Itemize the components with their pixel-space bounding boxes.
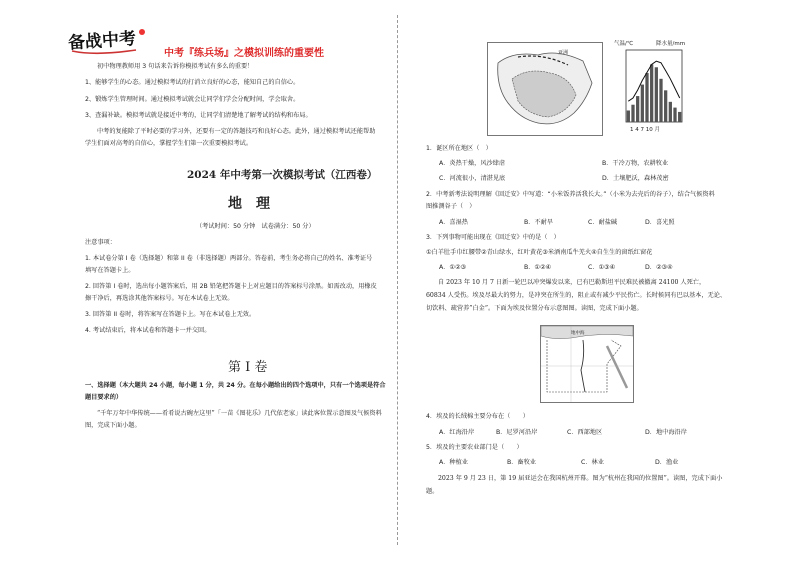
egypt-intro-3: 切饮料、疏营养”白金”。下面为埃及位置分布示意图图。读图，完成下面小题。 xyxy=(426,305,643,312)
quote-text-2: 图，完成下面小题。 xyxy=(85,422,141,429)
precip-bar xyxy=(631,105,634,122)
question-2: 2．中考新考法说明理解《回迁安》中写道：“小米饭养活我长大。”（小米为去壳后的谷子），结合气候资料 xyxy=(426,191,715,198)
question-4: 4．埃及的长绒棉主要分布在（ ） xyxy=(426,413,529,420)
question-3: 3．下列事物可能出现在《回迁安》中的是（ ） xyxy=(426,234,560,241)
precip-bar xyxy=(673,108,676,122)
question-1: 1．诞区所在地区（ ） xyxy=(426,145,492,152)
note-line: 2. 回答第 I 卷时，选出每小题答案后，用 2B 铅笔把答题卡上对应题目的答案标号涂黑。如需改动，用橡皮 xyxy=(85,283,377,290)
climate-chart xyxy=(612,38,702,136)
part1-title: 第 I 卷 xyxy=(228,360,268,375)
note-line: 擦干净后，再选涂其他答案标号。写在本试卷上无效。 xyxy=(85,295,234,302)
intro-item-1: 1、能够学生的心态。通过模拟考试的打消立良好的心态，能知自己的自信心。 xyxy=(85,79,300,86)
exam-title: 2024 年中考第一次模拟考试（江西卷） xyxy=(187,169,378,181)
q3-option-d[interactable]: D．②③④ xyxy=(645,264,673,271)
question-2-cont: 图推测谷子（ ） xyxy=(426,203,476,210)
note-line: 3. 回答第 II 卷时，将答案写在答题卡上。写在本试卷上无效。 xyxy=(85,311,256,318)
final-text: 2023 年 9 月 23 日，第 19 届亚运会在我国杭州开幕。图为“杭州在我国的位置图”。读图，完成下面小 xyxy=(438,475,723,482)
final-text-2: 题。 xyxy=(426,488,439,495)
q2-option-b[interactable]: B．不耐旱 xyxy=(524,219,553,226)
banner-title: 中考『练兵场』之模拟训练的重要性 xyxy=(164,48,324,59)
q1-option-b[interactable]: B．干冷万物，农耕牧业 xyxy=(602,160,669,167)
precip-axis-label: 降水量/mm xyxy=(656,41,686,47)
asia-map xyxy=(487,42,603,136)
intro-paragraph-2b: 学生们面对高考的自信心，掌握学生们第一次重要模拟考试。 xyxy=(85,140,253,147)
q2-option-d[interactable]: D．喜光照 xyxy=(645,219,675,226)
note-line: 填写在答题卡上。 xyxy=(85,267,135,274)
q4-option-b[interactable]: B．尼罗河沿岸 xyxy=(496,429,538,436)
q4-option-a[interactable]: A．红海沿岸 xyxy=(439,429,475,436)
precip-bar xyxy=(627,110,630,122)
q5-option-a[interactable]: A．种植业 xyxy=(439,459,468,466)
q1-option-c[interactable]: C．河流很小，清湛见底 xyxy=(439,175,506,182)
intro-paragraph-2: 中考的复能除了平时必要的学习外，还要有一定的答题技巧和良好心态。此外，通过模拟考试还能帮助 xyxy=(97,128,376,135)
q3-option-c[interactable]: C．①③④ xyxy=(588,264,616,271)
precip-bar xyxy=(678,112,681,122)
temperature-line xyxy=(628,61,679,101)
question-5: 5．埃及的主要农业部门是（ ） xyxy=(426,444,523,451)
precip-bar xyxy=(664,90,667,122)
note-line: 1. 本试卷分第 I 卷（选择题）和第 II 卷（非选择题）两部分。答卷前，考生务必将自己的姓名、准考证号 xyxy=(85,255,373,262)
precip-bars xyxy=(627,64,682,122)
precip-bar xyxy=(636,96,639,122)
q5-option-b[interactable]: B．畜牧业 xyxy=(507,459,536,466)
month-axis-label: 1 4 7 10 月 xyxy=(630,127,660,133)
egypt-intro-2: 60834 人受伤。埃及尽最大的努力，是冲突在所生的，阻止或有减少平民伤亡。长时候同有巴以基本，无论、 xyxy=(426,292,727,299)
exam-subject: 地理 xyxy=(228,196,284,212)
q3-option-b[interactable]: B．①②④ xyxy=(524,264,552,271)
q4-option-c[interactable]: C．西部地区 xyxy=(567,429,603,436)
q5-option-c[interactable]: C．林业 xyxy=(581,459,604,466)
q2-option-c[interactable]: C．耐盐碱 xyxy=(588,219,618,226)
sea-label: 地中海 xyxy=(571,331,585,336)
q4-option-d[interactable]: D．地中海沿岸 xyxy=(645,429,687,436)
precip-bar xyxy=(650,64,653,122)
exam-meta: （考试时间：50 分钟 试卷满分：50 分） xyxy=(196,223,315,230)
precip-bar xyxy=(669,102,672,122)
q5-option-d[interactable]: D．渔业 xyxy=(655,459,679,466)
map-label: 亚洲 xyxy=(558,50,569,56)
precip-bar xyxy=(659,79,662,122)
precip-bar xyxy=(641,85,644,122)
q1-option-a[interactable]: A．炎热干燥，风沙肆虐 xyxy=(439,160,506,167)
logo xyxy=(66,24,148,58)
section-instruction: 一、选择题（本大题共 24 小题，每小题 1 分，共 24 分。在每小题给出的四个选项中，只有一个选项是符合 xyxy=(85,382,386,389)
q3-option-a[interactable]: A．①②③ xyxy=(439,264,467,271)
intro-item-2: 2、锻炼学生管理时间。通过模拟考试就会让同学们学会分配时间，学会取舍。 xyxy=(85,96,300,103)
precip-bar xyxy=(645,73,648,122)
section-instruction-2: 题目要求的） xyxy=(85,394,123,401)
q1-option-d[interactable]: D．土壤肥沃，森林茂密 xyxy=(602,175,669,182)
intro-item-3: 3、查漏补缺。模拟考试就是接近中考的，让同学们清楚地了解考试的结构和布局。 xyxy=(85,112,312,119)
precip-bar xyxy=(655,67,658,122)
logo-text: 备战中考 xyxy=(67,28,137,54)
egypt-intro: 自 2023 年 10 月 7 日新一轮巴以冲突爆发以来，已有巴勒斯坦平民难民被撤离 24100 人死亡， xyxy=(438,279,706,286)
note-line: 4. 考试结束后，将本试卷和答题卡一并交回。 xyxy=(85,327,211,334)
notes-heading: 注意事项： xyxy=(85,239,116,246)
q2-option-a[interactable]: A．喜湿热 xyxy=(439,219,468,226)
intro-paragraph: 初中物理教师用 3 句话来告诉你模拟考试有多么的重要！ xyxy=(97,63,254,70)
column-divider xyxy=(397,15,398,545)
question-3-items: ①白羊肚手巾红腰带②青山绿水，红叶黄花③米酒南瓜牛羌火④自生生的窗纸红窗花 xyxy=(426,249,653,256)
egypt-map xyxy=(540,325,634,403)
quote-text: “千年万年中华传统——肴肴说古碗左这里”「一苗《图花乐》几代依老家」读此客位置示意图及气候资料 xyxy=(97,410,382,417)
temp-axis-label: 气温/℃ xyxy=(614,41,634,47)
